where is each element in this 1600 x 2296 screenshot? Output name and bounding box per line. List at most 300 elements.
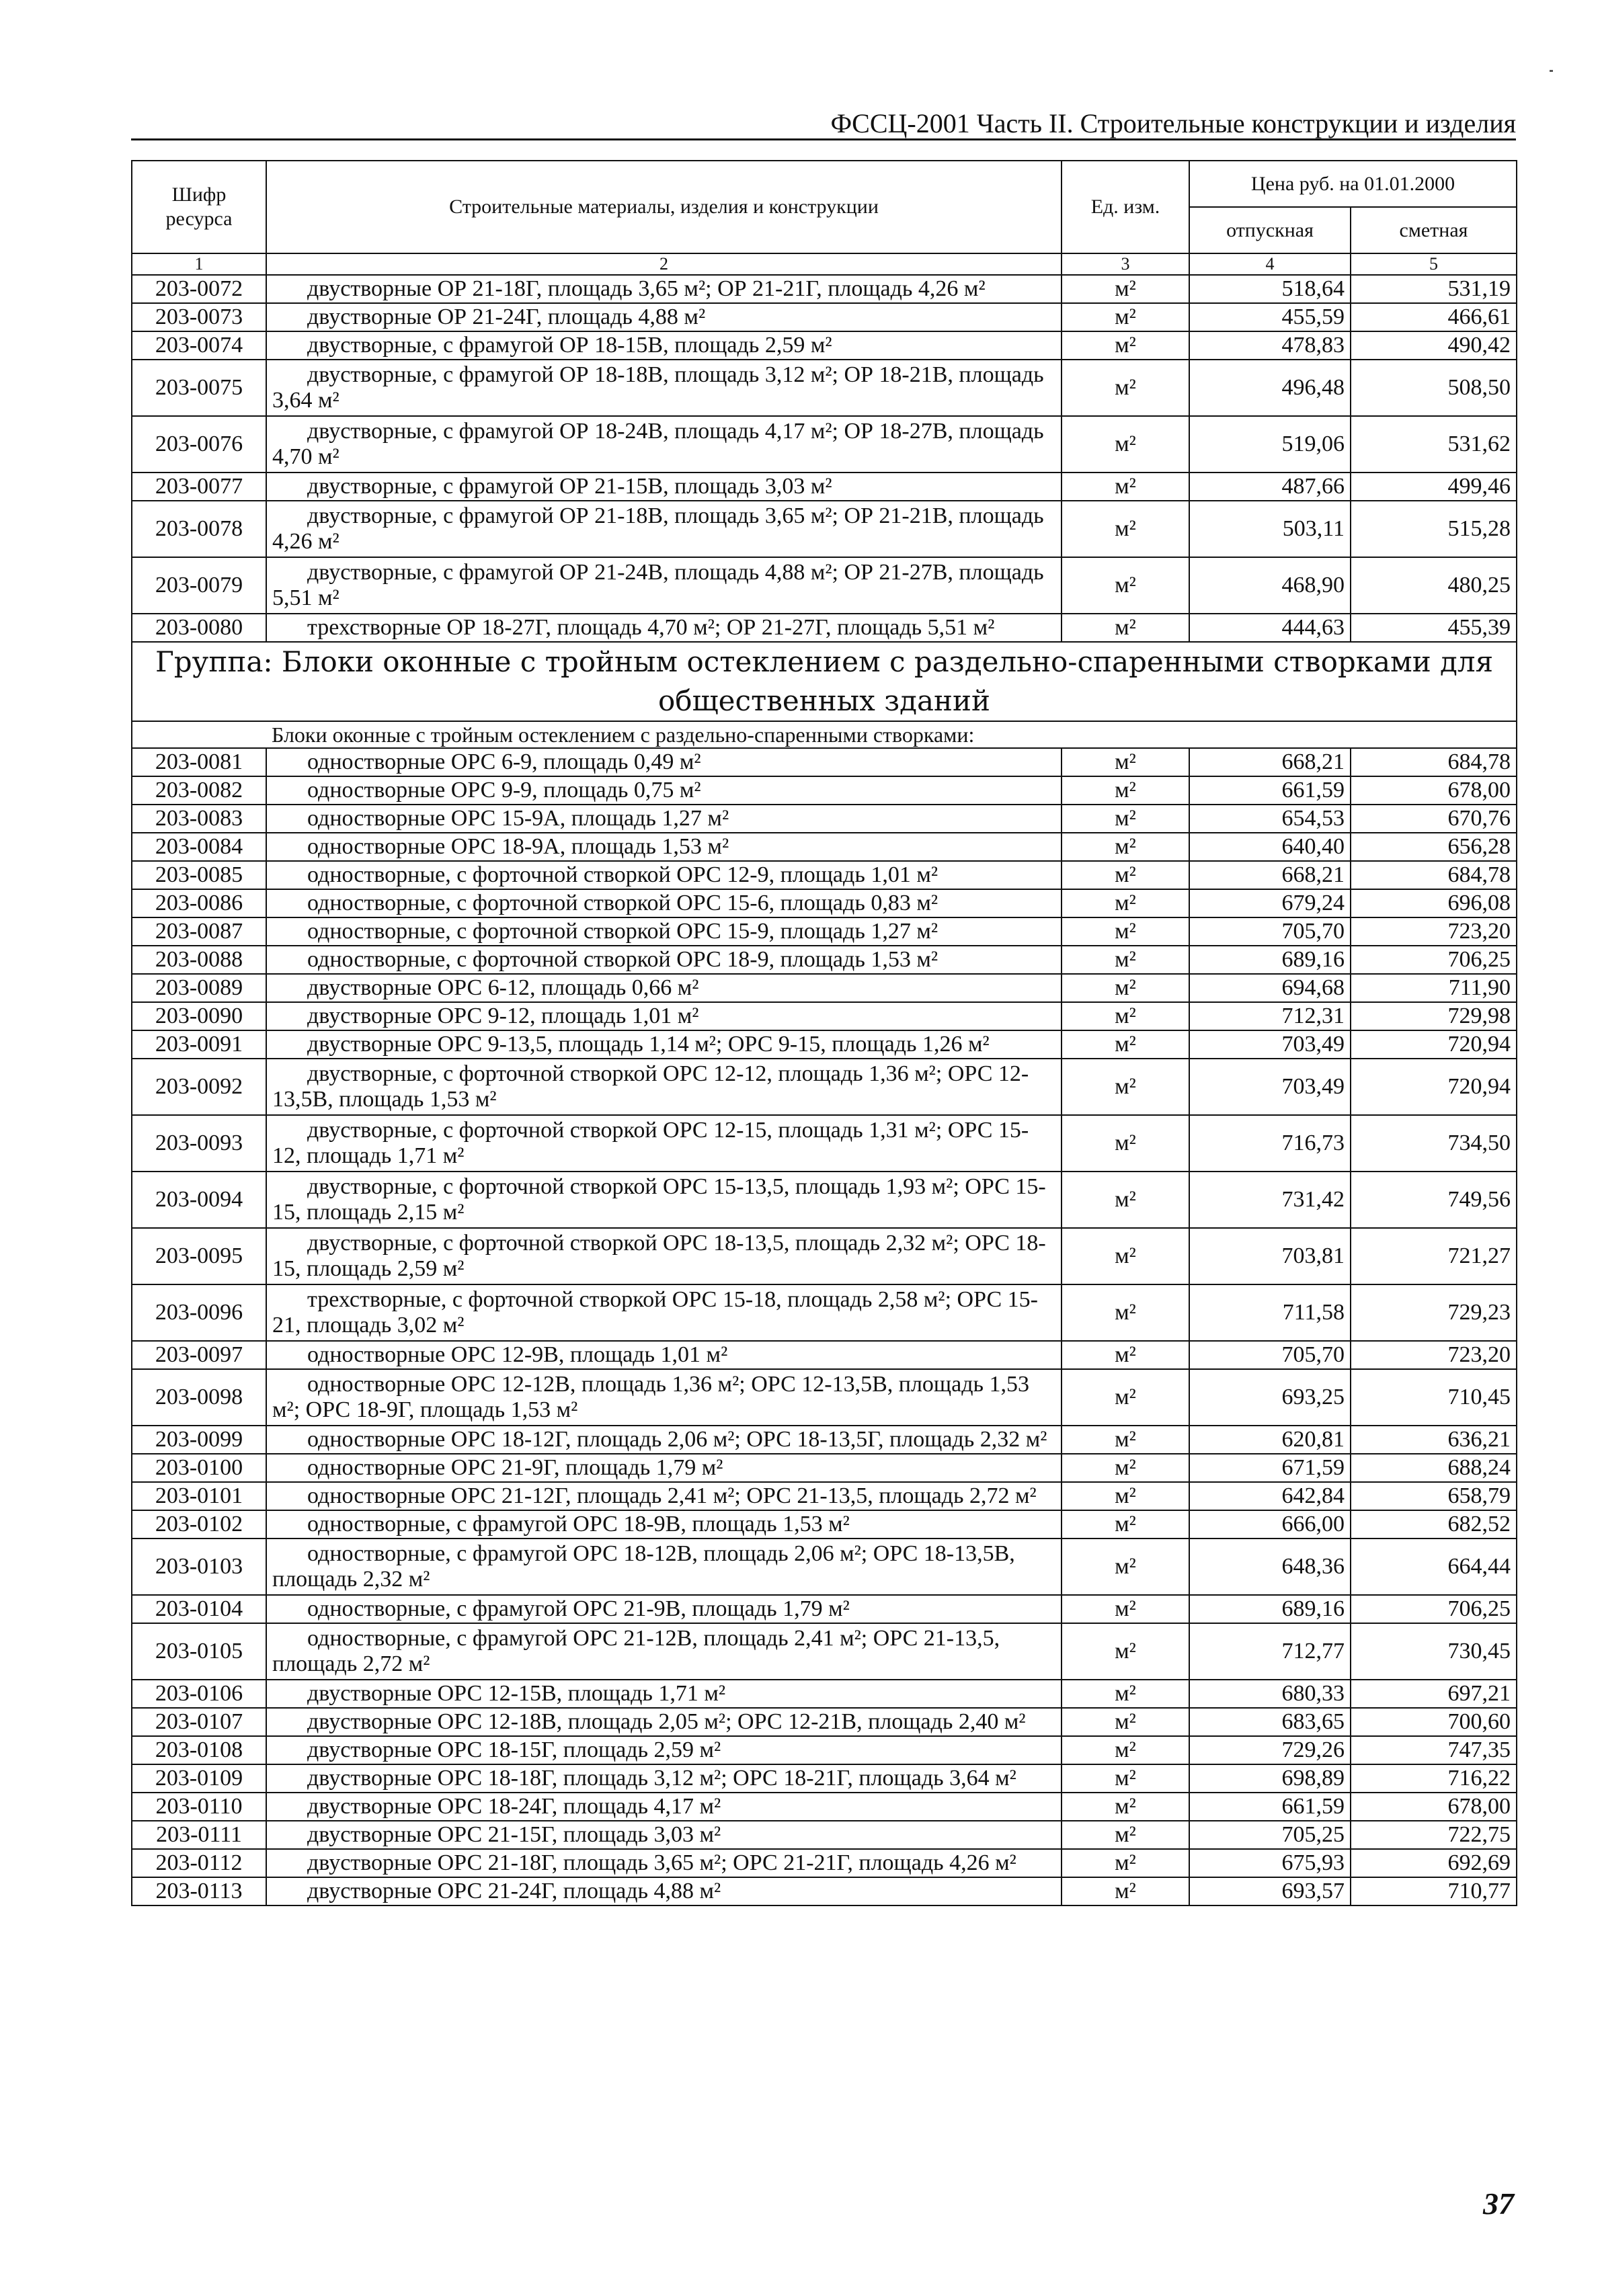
release-price-cell: 640,40: [1189, 833, 1351, 861]
resource-code-cell: 203-0087: [132, 917, 266, 946]
resource-code-cell: 203-0104: [132, 1595, 266, 1623]
description-text: одностворные, с форточной створкой ОРС 18-9, площадь 1,53 м²: [307, 947, 938, 972]
description-cell: [266, 557, 1062, 614]
estimate-price-cell: 499,46: [1351, 473, 1517, 501]
resource-code-cell: 203-0088: [132, 946, 266, 974]
description-text: двустворные ОРС 12-15В, площадь 1,71 м²: [307, 1681, 726, 1706]
description-cell: [266, 1369, 1062, 1426]
unit-cell: м²: [1062, 1115, 1189, 1172]
table-row: [132, 1115, 1517, 1172]
resource-code-cell: 203-0080: [132, 614, 266, 642]
description-text: двустворные ОРС 9-13,5, площадь 1,14 м²; ОРС 9-15, площадь 1,26 м²: [307, 1032, 990, 1057]
unit-cell: м²: [1062, 1708, 1189, 1736]
resource-code-cell: 203-0096: [132, 1284, 266, 1341]
scan-dot: [1550, 70, 1553, 72]
table-row: [132, 748, 1517, 776]
unit-cell: м²: [1062, 501, 1189, 557]
table-row: [132, 501, 1517, 557]
table-row: [132, 1680, 1517, 1708]
table-row: [132, 946, 1517, 974]
group-section: [132, 642, 1517, 748]
unit-cell: м²: [1062, 1341, 1189, 1369]
column-header-unit: Ед. изм.: [1062, 161, 1189, 253]
estimate-price-cell: 710,45: [1351, 1369, 1517, 1426]
description-text: двустворные, с фрамугой ОР 18-18В, площадь 3,12 м²; ОР 18-21В, площадь 3,64 м²: [272, 362, 1044, 413]
description-text: одностворные ОРС 12-12В, площадь 1,36 м²; ОРС 12-13,5В, площадь 1,53 м²; ОРС 18-9Г, площадь 1,53 м²: [272, 1372, 1030, 1422]
resource-code-cell: 203-0082: [132, 776, 266, 805]
description-text: двустворные, с фрамугой ОР 18-15В, площадь 2,59 м²: [307, 333, 832, 358]
release-price-cell: 703,81: [1189, 1228, 1351, 1284]
estimate-price-cell: 730,45: [1351, 1623, 1517, 1680]
description-text: двустворные ОРС 12-18В, площадь 2,05 м²; ОРС 12-21В, площадь 2,40 м²: [307, 1709, 1026, 1734]
description-cell: [266, 614, 1062, 642]
estimate-price-cell: 688,24: [1351, 1454, 1517, 1482]
unit-cell: м²: [1062, 805, 1189, 833]
description-cell: [266, 275, 1062, 303]
description-text: одностворные ОРС 6-9, площадь 0,49 м²: [307, 749, 701, 774]
description-text: одностворные ОРС 21-12Г, площадь 2,41 м²; ОРС 21-13,5, площадь 2,72 м²: [307, 1483, 1037, 1508]
column-number: 1: [132, 253, 266, 275]
description-text: двустворные ОРС 21-15Г, площадь 3,03 м²: [307, 1822, 721, 1847]
description-cell: [266, 748, 1062, 776]
table-row: [132, 776, 1517, 805]
description-cell: [266, 1030, 1062, 1059]
unit-cell: м²: [1062, 1595, 1189, 1623]
table-row: [132, 889, 1517, 917]
table-body-a: [132, 275, 1517, 642]
column-number-row: [132, 253, 1517, 275]
page-header-title: ФССЦ-2001 Часть II. Строительные конструкции и изделия: [830, 108, 1516, 138]
unit-cell: м²: [1062, 1426, 1189, 1454]
estimate-price-cell: 508,50: [1351, 360, 1517, 416]
unit-cell: м²: [1062, 1821, 1189, 1849]
release-price-cell: 679,24: [1189, 889, 1351, 917]
release-price-cell: 729,26: [1189, 1736, 1351, 1764]
resource-code-cell: 203-0105: [132, 1623, 266, 1680]
unit-cell: м²: [1062, 917, 1189, 946]
description-text: одностворные ОРС 15-9А, площадь 1,27 м²: [307, 806, 729, 831]
release-price-cell: 478,83: [1189, 331, 1351, 360]
resource-code-cell: 203-0073: [132, 303, 266, 331]
resource-code-cell: 203-0083: [132, 805, 266, 833]
description-cell: [266, 1539, 1062, 1595]
unit-cell: м²: [1062, 614, 1189, 642]
unit-cell: м²: [1062, 1482, 1189, 1510]
subgroup-title: Блоки оконные с тройным остеклением с раздельно-спаренными створками:: [266, 721, 1517, 748]
resource-code-cell: 203-0113: [132, 1877, 266, 1905]
unit-cell: м²: [1062, 473, 1189, 501]
unit-cell: м²: [1062, 889, 1189, 917]
release-price-cell: 444,63: [1189, 614, 1351, 642]
estimate-price-cell: 696,08: [1351, 889, 1517, 917]
resource-code-cell: 203-0076: [132, 416, 266, 473]
table-row: [132, 861, 1517, 889]
unit-cell: м²: [1062, 331, 1189, 360]
table-row: [132, 1764, 1517, 1793]
description-cell: [266, 1002, 1062, 1030]
estimate-price-cell: 722,75: [1351, 1821, 1517, 1849]
estimate-price-cell: 490,42: [1351, 331, 1517, 360]
unit-cell: м²: [1062, 1284, 1189, 1341]
description-cell: [266, 776, 1062, 805]
description-text: двустворные ОРС 21-24Г, площадь 4,88 м²: [307, 1879, 721, 1903]
release-price-cell: 693,57: [1189, 1877, 1351, 1905]
unit-cell: м²: [1062, 1002, 1189, 1030]
estimate-price-cell: 720,94: [1351, 1059, 1517, 1115]
estimate-price-cell: 531,19: [1351, 275, 1517, 303]
estimate-price-cell: 656,28: [1351, 833, 1517, 861]
description-cell: [266, 1454, 1062, 1482]
resource-code-cell: 203-0110: [132, 1793, 266, 1821]
description-text: двустворные ОРС 18-15Г, площадь 2,59 м²: [307, 1737, 721, 1762]
description-cell: [266, 946, 1062, 974]
resource-code-cell: 203-0077: [132, 473, 266, 501]
estimate-price-cell: 721,27: [1351, 1228, 1517, 1284]
column-header-price: Цена руб. на 01.01.2000: [1189, 161, 1517, 207]
description-cell: [266, 1510, 1062, 1539]
description-text: двустворные, с форточной створкой ОРС 12-12, площадь 1,36 м²; ОРС 12-13,5В, площадь 1,53 м²: [272, 1061, 1029, 1112]
estimate-price-cell: 711,90: [1351, 974, 1517, 1002]
unit-cell: м²: [1062, 1849, 1189, 1877]
release-price-cell: 683,65: [1189, 1708, 1351, 1736]
table-row: [132, 917, 1517, 946]
table-row: [132, 1454, 1517, 1482]
unit-cell: м²: [1062, 1877, 1189, 1905]
table-row: [132, 557, 1517, 614]
estimate-price-cell: 678,00: [1351, 1793, 1517, 1821]
estimate-price-cell: 455,39: [1351, 614, 1517, 642]
column-header-code: Шифр ресурса: [132, 161, 266, 253]
resource-code-cell: 203-0112: [132, 1849, 266, 1877]
release-price-cell: 712,31: [1189, 1002, 1351, 1030]
release-price-cell: 731,42: [1189, 1172, 1351, 1228]
description-cell: [266, 861, 1062, 889]
description-cell: [266, 1115, 1062, 1172]
release-price-cell: 620,81: [1189, 1426, 1351, 1454]
estimate-price-cell: 706,25: [1351, 946, 1517, 974]
unit-cell: м²: [1062, 275, 1189, 303]
table-row: [132, 1341, 1517, 1369]
description-text: одностворные, с фрамугой ОРС 21-9В, площадь 1,79 м²: [307, 1596, 850, 1621]
table-row: [132, 1623, 1517, 1680]
description-text: двустворные ОРС 18-24Г, площадь 4,17 м²: [307, 1794, 721, 1819]
description-cell: [266, 1341, 1062, 1369]
description-cell: [266, 360, 1062, 416]
description-cell: [266, 1059, 1062, 1115]
description-cell: [266, 1172, 1062, 1228]
description-cell: [266, 1849, 1062, 1877]
unit-cell: м²: [1062, 1228, 1189, 1284]
estimate-price-cell: 480,25: [1351, 557, 1517, 614]
table-row: [132, 1172, 1517, 1228]
table-row: [132, 1539, 1517, 1595]
description-text: одностворные ОРС 21-9Г, площадь 1,79 м²: [307, 1455, 723, 1480]
unit-cell: м²: [1062, 1623, 1189, 1680]
estimate-price-cell: 706,25: [1351, 1595, 1517, 1623]
estimate-price-cell: 684,78: [1351, 748, 1517, 776]
release-price-cell: 668,21: [1189, 861, 1351, 889]
column-number: 3: [1062, 253, 1189, 275]
description-cell: [266, 974, 1062, 1002]
resource-code-cell: 203-0097: [132, 1341, 266, 1369]
resource-code-cell: 203-0086: [132, 889, 266, 917]
release-price-cell: 705,70: [1189, 917, 1351, 946]
release-price-cell: 703,49: [1189, 1059, 1351, 1115]
release-price-cell: 675,93: [1189, 1849, 1351, 1877]
resource-code-cell: 203-0095: [132, 1228, 266, 1284]
column-number: 4: [1189, 253, 1351, 275]
column-header-release: отпускная: [1189, 207, 1351, 253]
description-cell: [266, 1284, 1062, 1341]
estimate-price-cell: 692,69: [1351, 1849, 1517, 1877]
description-text: одностворные, с форточной створкой ОРС 15-6, площадь 0,83 м²: [307, 891, 938, 915]
description-text: одностворные, с форточной створкой ОРС 12-9, площадь 1,01 м²: [307, 862, 938, 887]
description-text: одностворные, с фрамугой ОРС 18-9В, площадь 1,53 м²: [307, 1512, 850, 1536]
table-row: [132, 1002, 1517, 1030]
resource-code-cell: 203-0084: [132, 833, 266, 861]
table-row: [132, 833, 1517, 861]
description-text: двустворные, с фрамугой ОР 21-15В, площадь 3,03 м²: [307, 474, 832, 499]
unit-cell: м²: [1062, 1764, 1189, 1793]
release-price-cell: 698,89: [1189, 1764, 1351, 1793]
unit-cell: м²: [1062, 416, 1189, 473]
release-price-cell: 642,84: [1189, 1482, 1351, 1510]
release-price-cell: 711,58: [1189, 1284, 1351, 1341]
description-cell: [266, 473, 1062, 501]
unit-cell: м²: [1062, 303, 1189, 331]
description-text: двустворные, с форточной створкой ОРС 12-15, площадь 1,31 м²; ОРС 15-12, площадь 1,71 м²: [272, 1118, 1029, 1168]
column-header-name: Строительные материалы, изделия и конструкции: [266, 161, 1062, 253]
table-row: [132, 1228, 1517, 1284]
description-cell: [266, 833, 1062, 861]
unit-cell: м²: [1062, 946, 1189, 974]
description-cell: [266, 1708, 1062, 1736]
table-row: [132, 805, 1517, 833]
release-price-cell: 503,11: [1189, 501, 1351, 557]
description-cell: [266, 1793, 1062, 1821]
estimate-price-cell: 723,20: [1351, 917, 1517, 946]
table-row: [132, 1595, 1517, 1623]
unit-cell: м²: [1062, 1680, 1189, 1708]
release-price-cell: 694,68: [1189, 974, 1351, 1002]
table-row: [132, 1821, 1517, 1849]
table-row: [132, 974, 1517, 1002]
estimate-price-cell: 716,22: [1351, 1764, 1517, 1793]
estimate-price-cell: 734,50: [1351, 1115, 1517, 1172]
release-price-cell: 518,64: [1189, 275, 1351, 303]
unit-cell: м²: [1062, 1510, 1189, 1539]
column-header-estimate: сметная: [1351, 207, 1517, 253]
resource-code-cell: 203-0075: [132, 360, 266, 416]
release-price-cell: 648,36: [1189, 1539, 1351, 1595]
description-text: одностворные ОРС 9-9, площадь 0,75 м²: [307, 778, 701, 803]
description-cell: [266, 1228, 1062, 1284]
description-text: двустворные, с форточной створкой ОРС 15-13,5, площадь 1,93 м²; ОРС 15-15, площадь 2,15 м²: [272, 1174, 1046, 1225]
description-text: одностворные ОРС 18-12Г, площадь 2,06 м²; ОРС 18-13,5Г, площадь 2,32 м²: [307, 1427, 1047, 1452]
description-text: двустворные ОР 21-18Г, площадь 3,65 м²; ОР 21-21Г, площадь 4,26 м²: [307, 276, 986, 301]
description-cell: [266, 1821, 1062, 1849]
estimate-price-cell: 749,56: [1351, 1172, 1517, 1228]
subgroup-title-row: [132, 721, 1517, 748]
release-price-cell: 680,33: [1189, 1680, 1351, 1708]
unit-cell: м²: [1062, 1030, 1189, 1059]
release-price-cell: 716,73: [1189, 1115, 1351, 1172]
resource-code-cell: 203-0091: [132, 1030, 266, 1059]
description-text: двустворные, с фрамугой ОР 21-24В, площадь 4,88 м²; ОР 21-27В, площадь 5,51 м²: [272, 560, 1044, 610]
resource-code-cell: 203-0100: [132, 1454, 266, 1482]
estimate-price-cell: 515,28: [1351, 501, 1517, 557]
description-text: двустворные ОРС 6-12, площадь 0,66 м²: [307, 975, 699, 1000]
resource-code-cell: 203-0098: [132, 1369, 266, 1426]
table-row: [132, 1284, 1517, 1341]
resource-code-cell: 203-0092: [132, 1059, 266, 1115]
release-price-cell: 705,25: [1189, 1821, 1351, 1849]
group-title-row: [132, 642, 1517, 721]
estimate-price-cell: 664,44: [1351, 1539, 1517, 1595]
table-row: [132, 1030, 1517, 1059]
table-row: [132, 1369, 1517, 1426]
table-row: [132, 473, 1517, 501]
estimate-price-cell: 710,77: [1351, 1877, 1517, 1905]
table-header-row: [132, 161, 1517, 207]
table-row: [132, 303, 1517, 331]
resource-code-cell: 203-0102: [132, 1510, 266, 1539]
resource-code-cell: 203-0103: [132, 1539, 266, 1595]
description-text: двустворные ОРС 21-18Г, площадь 3,65 м²; ОРС 21-21Г, площадь 4,26 м²: [307, 1850, 1016, 1875]
column-number: 5: [1351, 253, 1517, 275]
description-text: одностворные, с фрамугой ОРС 21-12В, площадь 2,41 м²; ОРС 21-13,5, площадь 2,72 м²: [272, 1626, 1000, 1676]
resource-code-cell: 203-0085: [132, 861, 266, 889]
release-price-cell: 661,59: [1189, 776, 1351, 805]
unit-cell: м²: [1062, 833, 1189, 861]
resource-code-cell: 203-0074: [132, 331, 266, 360]
description-text: двустворные ОРС 18-18Г, площадь 3,12 м²; ОРС 18-21Г, площадь 3,64 м²: [307, 1766, 1016, 1791]
column-number: 2: [266, 253, 1062, 275]
description-text: двустворные ОР 21-24Г, площадь 4,88 м²: [307, 304, 706, 329]
estimate-price-cell: 720,94: [1351, 1030, 1517, 1059]
resource-code-cell: 203-0090: [132, 1002, 266, 1030]
unit-cell: м²: [1062, 1454, 1189, 1482]
description-text: двустворные, с фрамугой ОР 21-18В, площадь 3,65 м²; ОР 21-21В, площадь 4,26 м²: [272, 503, 1044, 554]
release-price-cell: 455,59: [1189, 303, 1351, 331]
release-price-cell: 689,16: [1189, 1595, 1351, 1623]
description-text: двустворные, с форточной створкой ОРС 18-13,5, площадь 2,32 м²; ОРС 18-15, площадь 2,59 м²: [272, 1231, 1046, 1281]
unit-cell: м²: [1062, 861, 1189, 889]
release-price-cell: 666,00: [1189, 1510, 1351, 1539]
table-row: [132, 275, 1517, 303]
release-price-cell: 487,66: [1189, 473, 1351, 501]
estimate-price-cell: 723,20: [1351, 1341, 1517, 1369]
description-cell: [266, 1877, 1062, 1905]
description-cell: [266, 331, 1062, 360]
description-cell: [266, 416, 1062, 473]
description-cell: [266, 1736, 1062, 1764]
release-price-cell: 689,16: [1189, 946, 1351, 974]
unit-cell: м²: [1062, 974, 1189, 1002]
table-row: [132, 1426, 1517, 1454]
release-price-cell: 654,53: [1189, 805, 1351, 833]
description-text: одностворные ОРС 18-9А, площадь 1,53 м²: [307, 834, 729, 859]
table-row: [132, 1793, 1517, 1821]
resource-code-cell: 203-0081: [132, 748, 266, 776]
unit-cell: м²: [1062, 1793, 1189, 1821]
estimate-price-cell: 670,76: [1351, 805, 1517, 833]
release-price-cell: 519,06: [1189, 416, 1351, 473]
description-cell: [266, 1680, 1062, 1708]
description-cell: [266, 805, 1062, 833]
estimate-price-cell: 678,00: [1351, 776, 1517, 805]
estimate-price-cell: 466,61: [1351, 303, 1517, 331]
table-row: [132, 614, 1517, 642]
resource-code-cell: 203-0106: [132, 1680, 266, 1708]
release-price-cell: 496,48: [1189, 360, 1351, 416]
table-row: [132, 416, 1517, 473]
description-cell: [266, 1595, 1062, 1623]
resource-code-cell: 203-0108: [132, 1736, 266, 1764]
release-price-cell: 661,59: [1189, 1793, 1351, 1821]
release-price-cell: 703,49: [1189, 1030, 1351, 1059]
estimate-price-cell: 697,21: [1351, 1680, 1517, 1708]
estimate-price-cell: 684,78: [1351, 861, 1517, 889]
group-title: Группа: Блоки оконные с тройным остеклением с раздельно-спаренными створками для общественных зданий: [132, 642, 1517, 721]
resource-code-cell: 203-0101: [132, 1482, 266, 1510]
resource-code-cell: 203-0072: [132, 275, 266, 303]
description-text: одностворные, с форточной створкой ОРС 15-9, площадь 1,27 м²: [307, 919, 938, 944]
unit-cell: м²: [1062, 1539, 1189, 1595]
table-row: [132, 1708, 1517, 1736]
table-row: [132, 331, 1517, 360]
estimate-price-cell: 729,23: [1351, 1284, 1517, 1341]
description-cell: [266, 889, 1062, 917]
description-text: двустворные ОРС 9-12, площадь 1,01 м²: [307, 1003, 699, 1028]
release-price-cell: 671,59: [1189, 1454, 1351, 1482]
description-text: трехстворные ОР 18-27Г, площадь 4,70 м²; ОР 21-27Г, площадь 5,51 м²: [307, 615, 995, 640]
unit-cell: м²: [1062, 748, 1189, 776]
estimate-price-cell: 682,52: [1351, 1510, 1517, 1539]
release-price-cell: 668,21: [1189, 748, 1351, 776]
description-text: двустворные, с фрамугой ОР 18-24В, площадь 4,17 м²; ОР 18-27В, площадь 4,70 м²: [272, 419, 1044, 469]
table-row: [132, 1849, 1517, 1877]
resource-code-cell: 203-0079: [132, 557, 266, 614]
resource-code-cell: 203-0099: [132, 1426, 266, 1454]
estimate-price-cell: 700,60: [1351, 1708, 1517, 1736]
table-row: [132, 1510, 1517, 1539]
unit-cell: м²: [1062, 1736, 1189, 1764]
unit-cell: м²: [1062, 1059, 1189, 1115]
table-row: [132, 1059, 1517, 1115]
unit-cell: м²: [1062, 776, 1189, 805]
release-price-cell: 712,77: [1189, 1623, 1351, 1680]
release-price-cell: 468,90: [1189, 557, 1351, 614]
description-cell: [266, 501, 1062, 557]
unit-cell: м²: [1062, 1172, 1189, 1228]
description-cell: [266, 303, 1062, 331]
release-price-cell: 693,25: [1189, 1369, 1351, 1426]
resource-code-cell: 203-0107: [132, 1708, 266, 1736]
description-text: трехстворные, с форточной створкой ОРС 15-18, площадь 2,58 м²; ОРС 15-21, площадь 3,02 м²: [272, 1287, 1038, 1338]
estimate-price-cell: 531,62: [1351, 416, 1517, 473]
description-cell: [266, 1764, 1062, 1793]
header-rule: [131, 138, 1516, 140]
description-text: одностворные, с фрамугой ОРС 18-12В, площадь 2,06 м²; ОРС 18-13,5В, площадь 2,32 м²: [272, 1541, 1015, 1592]
unit-cell: м²: [1062, 557, 1189, 614]
price-table: [131, 160, 1517, 1906]
unit-cell: м²: [1062, 1369, 1189, 1426]
description-cell: [266, 917, 1062, 946]
description-cell: [266, 1623, 1062, 1680]
table-row: [132, 1877, 1517, 1905]
resource-code-cell: 203-0089: [132, 974, 266, 1002]
